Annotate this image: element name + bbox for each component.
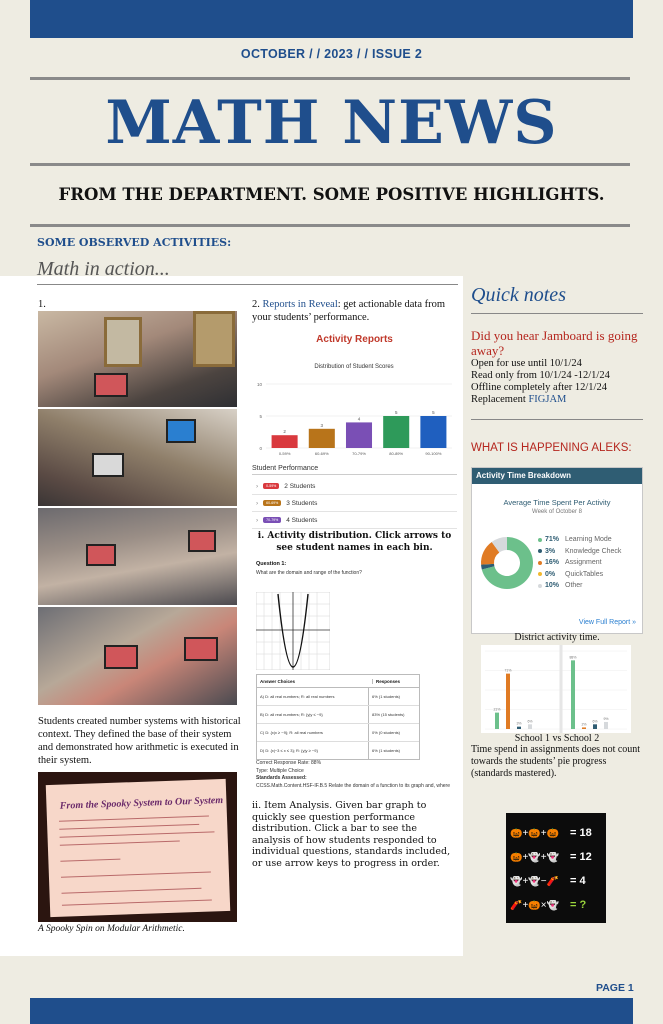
replacement-label: Replacement — [471, 394, 529, 405]
reports-in-reveal-link[interactable]: Reports in Reveal — [262, 299, 338, 310]
jamboard-line: Read only from 10/1/24 -12/1/24 — [471, 370, 610, 381]
score-range-badge: 70-79% — [263, 517, 281, 523]
legend-item — [538, 534, 638, 546]
score-range-badge: 60-69% — [263, 500, 281, 506]
puzzle-rows — [510, 821, 604, 917]
table-row — [257, 688, 419, 706]
bar-value-label: 5 — [432, 410, 435, 415]
district-bar — [571, 660, 575, 729]
score-bar[interactable] — [383, 416, 409, 448]
jamboard-line: Offline completely after 12/1/24 — [471, 382, 607, 393]
legend-label: Learning Mode — [565, 536, 612, 544]
legend-dot-icon — [538, 538, 542, 542]
divider — [471, 419, 643, 420]
chart-subtitle: Distribution of Student Scores — [314, 364, 394, 370]
y-tick-label: 0 — [259, 446, 262, 451]
legend-item — [538, 557, 638, 569]
classroom-photo — [38, 311, 237, 407]
jamboard-details — [471, 358, 651, 406]
item-number: 2. — [252, 299, 260, 310]
bar-value-label: 21% — [493, 707, 501, 712]
legend-dot-icon — [538, 572, 542, 576]
spooky-caption: A Spooky Spin on Modular Arithmetic. — [38, 924, 185, 934]
bar-value-label: 3% — [516, 721, 522, 726]
y-tick-label: 5 — [259, 414, 262, 419]
classroom-photo — [38, 508, 237, 605]
bar-value-label: 4 — [357, 416, 361, 422]
question-text: What are the domain and range of the function? — [256, 570, 362, 576]
score-bar[interactable] — [272, 435, 298, 448]
score-distribution-chart — [252, 352, 457, 458]
x-tick-label: 90-100% — [425, 451, 442, 456]
district-time-chart — [481, 645, 631, 733]
answer-choice: D) D: {x|−3 ≤ x ≤ 3}; R: {y|y ≥ −9} — [257, 742, 369, 759]
x-tick-label: 70-79% — [352, 451, 366, 456]
masthead: MATH NEWS — [105, 88, 558, 158]
district-bar — [506, 674, 510, 729]
legend-item — [538, 546, 638, 558]
bar-value-label: 2% — [581, 722, 587, 727]
reveal-intro — [252, 298, 452, 324]
legend-item — [538, 569, 638, 581]
reveal-intro-text: : get actionable data from your students’ performance. — [252, 299, 446, 323]
activity-pie-chart — [478, 534, 536, 592]
bar-value-label: 3 — [320, 422, 324, 428]
correct-rate: Correct Response Rate: 88% — [256, 760, 322, 766]
legend-label: QuickTables — [565, 570, 604, 578]
jamboard-heading: Did you hear Jamboard is going away? — [471, 328, 638, 358]
score-bar[interactable] — [420, 416, 446, 448]
puzzle-row — [510, 821, 604, 845]
performance-row[interactable] — [252, 478, 457, 495]
score-range-badge: 0-59% — [263, 483, 279, 489]
time-note: Time spend in assignments does not count towards the students’ pie progress (standards mastered). — [471, 744, 641, 779]
student-count: 4 Students — [286, 516, 318, 524]
performance-row[interactable] — [252, 512, 457, 529]
puzzle-row — [510, 893, 604, 917]
jamboard-line: Open for use until 10/1/24 — [471, 358, 582, 369]
puzzle-result: = 18 — [570, 827, 592, 839]
school-labels: School 1 vs School 2 — [514, 733, 600, 744]
divider — [37, 284, 458, 285]
chevron-right-icon[interactable]: › — [256, 482, 259, 490]
legend-dot-icon — [538, 561, 542, 565]
answer-table-header — [257, 675, 419, 688]
score-bar[interactable] — [346, 422, 372, 448]
view-full-report-link[interactable]: View Full Report » — [578, 619, 636, 626]
column-header: Answer Choices — [257, 679, 373, 684]
bar-value-label: 88% — [569, 655, 577, 660]
chevron-right-icon[interactable]: › — [256, 516, 259, 524]
table-row — [257, 742, 419, 759]
top-banner — [30, 0, 633, 38]
puzzle-row — [510, 869, 604, 893]
activity-description: Students created number systems with historical context. They defined the base of their system and demonstrated how arithmetic is executed in their system. — [38, 716, 241, 766]
answer-response: 83% (15 students) — [372, 712, 405, 717]
legend-label: Other — [565, 582, 583, 590]
table-row — [257, 706, 419, 724]
aleks-legend — [538, 534, 638, 592]
answer-choice: C) D: {x|x ≥ −9}; R: all real numbers — [257, 724, 369, 741]
item-number: 1. — [38, 299, 46, 310]
spooky-title: From the Spooky System to Our System — [59, 795, 224, 812]
section-label: SOME OBSERVED ACTIVITIES: — [37, 236, 232, 249]
legend-percent: 3% — [545, 547, 556, 555]
x-tick-label: 60-69% — [314, 451, 329, 456]
classroom-photo — [38, 607, 237, 705]
x-tick-label: 80-89% — [389, 451, 404, 456]
puzzle-glyphs: 🎃+👻+👻 — [510, 851, 560, 863]
legend-dot-icon — [538, 584, 542, 588]
aleks-heading: WHAT IS HAPPENING ALEKS: — [471, 442, 632, 454]
legend-percent: 71% — [545, 536, 560, 544]
puzzle-glyphs: 🎃+🎃+🎃 — [510, 827, 560, 839]
answer-choice: B) D: all real numbers; R: {y|y ≤ −9} — [257, 706, 369, 723]
divider — [30, 224, 630, 227]
column-header: Responses — [376, 678, 401, 684]
aleks-activity-card — [471, 467, 643, 634]
classroom-photo — [38, 409, 237, 506]
puzzle-glyphs: 🧨+🎃×👻 — [510, 899, 560, 911]
quick-notes-title: Quick notes — [471, 284, 566, 306]
district-bar — [593, 724, 597, 729]
answer-response: 6% (1 students) — [372, 748, 401, 753]
page-number: PAGE 1 — [596, 982, 634, 994]
x-tick-label: 0-59% — [278, 451, 291, 456]
answer-choice: A) D: all real numbers; R: all real numbers — [257, 688, 369, 705]
legend-item — [538, 580, 638, 592]
student-performance-label: Student Performance — [252, 465, 457, 475]
bar-value-label: 5 — [394, 410, 398, 415]
question-type: Type: Multiple Choice — [256, 767, 304, 774]
bottom-banner — [30, 998, 633, 1024]
legend-percent: 10% — [545, 582, 560, 590]
aleks-avg-title: Average Time Spent Per Activity — [503, 498, 611, 507]
figjam-link[interactable]: FIGJAM — [528, 394, 567, 405]
district-bar — [528, 724, 532, 729]
legend-percent: 0% — [545, 570, 556, 578]
puzzle-result: = 4 — [570, 875, 586, 887]
activity-distribution-note: i. Activity distribution. Click arrows to see student names in each bin. — [257, 531, 452, 553]
puzzle-glyphs: 👻+👻−🧨 — [510, 875, 560, 887]
standards-label: Standards Assessed: — [256, 775, 307, 781]
issue-line: OCTOBER / / 2023 / / ISSUE 2 — [240, 47, 423, 61]
answer-response: 6% (1 students) — [372, 694, 401, 699]
bar-value-label: 6% — [592, 719, 598, 724]
aleks-card-title: Activity Time Breakdown — [472, 468, 642, 484]
district-bar — [582, 727, 586, 729]
answer-table — [256, 674, 420, 760]
divider — [471, 313, 643, 314]
puzzle-row — [510, 845, 604, 869]
student-count: 3 Students — [286, 499, 318, 507]
puzzle-result: = 12 — [570, 851, 592, 863]
divider — [30, 77, 630, 80]
activity-reports-title: Activity Reports — [316, 334, 393, 345]
section-title: Math in action... — [37, 258, 170, 280]
table-row — [257, 724, 419, 742]
legend-percent: 16% — [545, 559, 560, 567]
parabola-graph — [256, 592, 330, 670]
district-caption: District activity time. — [514, 632, 600, 643]
legend-label: Knowledge Check — [565, 547, 622, 555]
question-stats — [256, 760, 456, 790]
district-bar — [517, 727, 521, 729]
question-label: Question 1: — [256, 561, 287, 567]
answer-response: 0% (0 students) — [372, 730, 401, 735]
bar-value-label: 2 — [283, 429, 286, 435]
puzzle-result: = ? — [570, 899, 587, 911]
bar-value-label: 6% — [527, 719, 533, 724]
aleks-week: Week of October 8 — [532, 509, 582, 515]
student-count: 2 Students — [284, 482, 316, 490]
subheadline: FROM THE DEPARTMENT. SOME POSITIVE HIGHLIGHTS. — [58, 185, 605, 204]
legend-dot-icon — [538, 549, 542, 553]
score-bar[interactable] — [309, 429, 335, 448]
performance-row[interactable] — [252, 495, 457, 512]
item-analysis-note: ii. Item Analysis. Given bar graph to quickly see question performance distribution. Click a bar to see the analysis of how students responded to individual questions, standards included, or use arrow keys to progress in order. — [252, 800, 451, 869]
spooky-system-photo — [38, 772, 237, 922]
halloween-puzzle — [506, 813, 606, 923]
performance-list — [252, 478, 457, 529]
standards-text: CCSS.Math.Content.HSF-IF.B.5 Relate the domain of a function to its graph and, where — [256, 782, 450, 789]
bar-value-label: 71% — [504, 668, 512, 673]
district-bar — [495, 713, 499, 729]
chevron-right-icon[interactable]: › — [256, 499, 259, 507]
y-tick-label: 10 — [256, 382, 262, 387]
district-bar — [604, 722, 608, 729]
legend-label: Assignment — [565, 559, 602, 567]
bar-value-label: 9% — [603, 716, 609, 721]
divider — [30, 163, 630, 166]
